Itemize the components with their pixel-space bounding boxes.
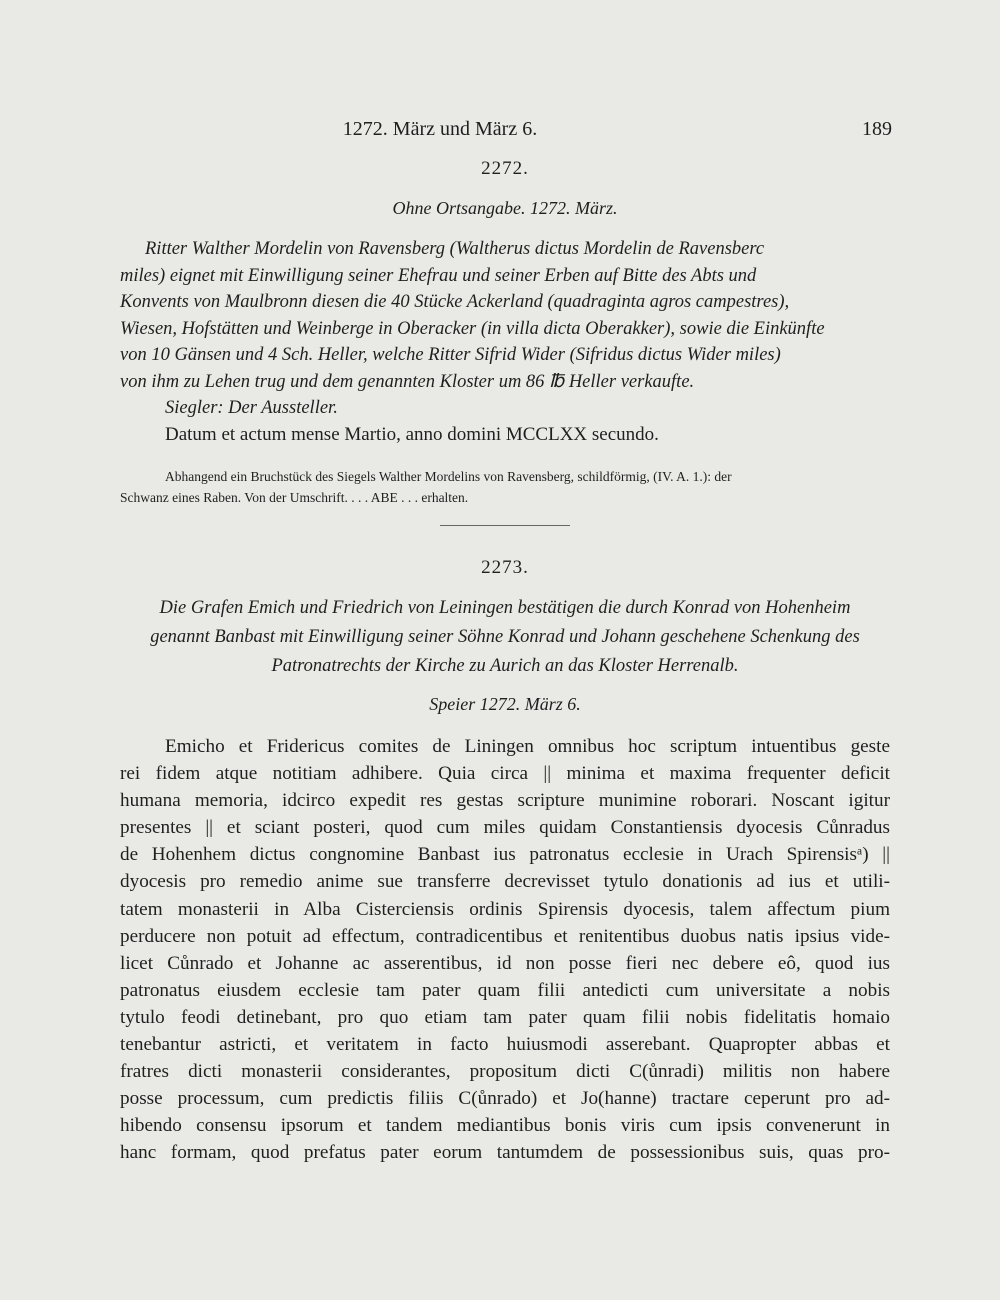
regest-2272 — [120, 236, 890, 448]
running-title: 1272. März und März 6. — [342, 118, 538, 140]
text-line: tenebantur astricti, et veritatem in facto huiusmodi asserebant. Quapropter abbas et — [120, 1034, 890, 1056]
regest-line: Konvents von Maulbronn diesen die 40 Stücke Ackerland (quadraginta agros campestres), — [120, 292, 790, 312]
seal-note-2272 — [120, 466, 890, 508]
regest-line: miles) eignet mit Einwilligung seiner Ehefrau und seiner Erben auf Bitte des Abts und — [120, 265, 757, 286]
text-line: humana memoria, idcirco expedit res gestas scripture munimine roborari. Noscant igitur — [120, 790, 890, 812]
note-line: Abhangend ein Bruchstück des Siegels Walther Mordelins von Ravensberg, schildförmig, (IV. A. 1.): der — [165, 469, 732, 484]
text-line: de Hohenhem dictus congnomine Banbast ius patronatus ecclesie in Urach Spirensisᵃ) || — [120, 844, 890, 866]
text-line: Emicho et Fridericus comites de Liningen omnibus hoc scriptum intuentibus geste — [165, 736, 890, 757]
regest-line: Wiesen, Hofstätten und Weinberge in Oberacker (in villa dicta Oberakker), sowie die Einkünfte — [120, 318, 825, 339]
text-line: tytulo feodi detinebant, pro quo etiam tam pater quam filii nobis fidelitatis homaio — [120, 1006, 890, 1028]
document-text-2273 — [120, 733, 890, 1167]
text-line: fratres dicti monasterii considerantes, propositum dicti C(ůnradi) militis non habere — [120, 1061, 890, 1083]
siegler-line: Siegler: Der Aussteller. — [165, 398, 338, 418]
regest-line: Ritter Walther Mordelin von Ravensberg (Waltherus dictus Mordelin de Ravensberc — [145, 239, 765, 259]
regest-line: Die Grafen Emich und Friedrich von Leiningen bestätigen die durch Konrad von Hohenheim — [159, 598, 851, 618]
regest-line: Patronatrechts der Kirche zu Aurich an das Kloster Herrenalb. — [271, 656, 739, 676]
text-line: hibendo consensu ipsorum et tandem mediantibus bonis viris cum ipsis convenerunt in — [120, 1115, 890, 1137]
document-place-date-2273: Speier 1272. März 6. — [429, 694, 581, 714]
document-place-date-2272: Ohne Ortsangabe. 1272. März. — [392, 198, 618, 218]
text-line: rei fidem atque notitiam adhibere. Quia circa || minima et maxima frequenter deficit — [120, 763, 890, 785]
text-line: posse processum, cum predictis filiis C(ůnrado) et Jo(hanne) tractare ceperunt pro ad- — [120, 1088, 890, 1110]
regest-line: von 10 Gänsen und 4 Sch. Heller, welche Ritter Sifrid Wider (Sifridus dictus Wider miles) — [120, 345, 781, 365]
document-number-2272: 2272. — [481, 158, 529, 179]
separator-rule — [440, 525, 570, 526]
note-line: Schwanz eines Raben. Von der Umschrift. . . . ABE . . . erhalten. — [120, 490, 469, 505]
text-line: presentes || et sciant posteri, quod cum miles quidam Constantiensis dyocesis Cůnradus — [120, 817, 890, 839]
regest-line: von ihm zu Lehen trug und dem genannten Kloster um 86 ℔ Heller verkaufte. — [120, 371, 695, 392]
text-line: dyocesis pro remedio anime sue transferre decrevisset tytulo donationis ad ius et utili- — [120, 871, 890, 893]
text-line: perducere non potuit ad effectum, contradicentibus et renitentibus duobus natis ipsius vide- — [120, 925, 890, 947]
page-number: 189 — [862, 118, 892, 140]
regest-2273 — [120, 594, 890, 681]
document-number-2273: 2273. — [481, 557, 529, 578]
text-line: hanc formam, quod prefatus pater eorum tantumdem de possessionibus suis, quas pro- — [120, 1142, 890, 1164]
text-line: tatem monasterii in Alba Cisterciensis ordinis Spirensis dyocesis, talem affectum pium — [120, 898, 890, 920]
datum-line: Datum et actum mense Martio, anno domini MCCLXX secundo. — [165, 423, 659, 445]
text-line: patronatus eiusdem ecclesie tam pater quam filii antedicti cum universitate a nobis — [120, 979, 890, 1001]
regest-line: genannt Banbast mit Einwilligung seiner Söhne Konrad und Johann geschehene Schenkung des — [150, 627, 860, 647]
text-line: licet Cůnrado et Johanne ac asserentibus, id non posse fieri nec debere eô, quod ius — [120, 952, 890, 974]
